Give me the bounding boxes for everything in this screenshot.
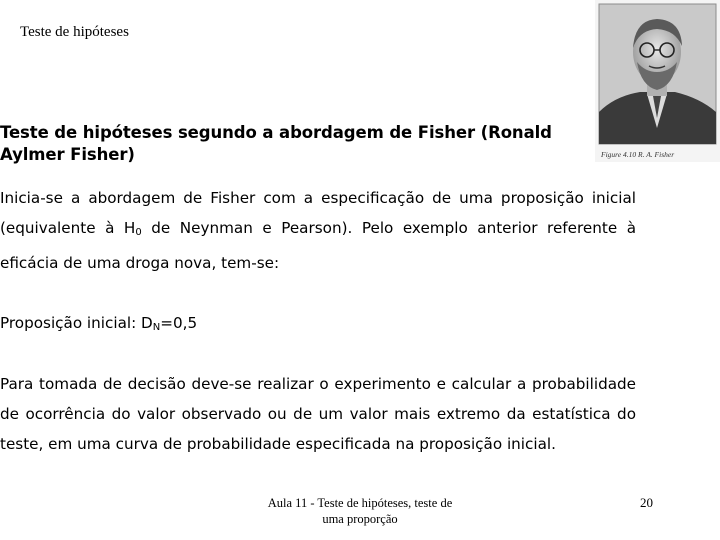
initial-proposition (0, 308, 636, 343)
slide-header: Teste de hipóteses (20, 24, 129, 40)
decision-paragraph: Para tomada de decisão deve-se realizar o experimento e calcular a probabilidade de ocorrência do valor observado ou de um valor mais extremo da estatística do teste, em uma curva de probabilidade especificada na proposição inicial. (0, 375, 636, 453)
footer-course-title (240, 495, 480, 527)
intro-paragraph (0, 183, 636, 278)
footer-line-2: uma proporção (322, 512, 398, 526)
proposition-label: Proposição inicial: D (0, 314, 153, 332)
portrait-caption: Figure 4.10 R. A. Fisher (601, 150, 675, 159)
proposition-subscript: N (152, 322, 161, 333)
slide-title: Teste de hipóteses segundo a abordagem de Fisher (Ronald Aylmer Fisher) (0, 123, 552, 164)
intro-text-start: Inicia-se a abordagem de Fisher com a especificação de uma proposição inicial (equivalente à H (0, 189, 636, 237)
page-number: 20 (640, 495, 653, 510)
footer-line-1: Aula 11 - Teste de hipóteses, teste de (267, 496, 453, 510)
fisher-portrait (595, 0, 720, 162)
h0-subscript: 0 (135, 227, 142, 238)
intro-text-end: de Neynman e Pearson). Pelo exemplo anterior referente à eficácia de uma droga nova, tem-se: (0, 219, 637, 272)
proposition-value: =0,5 (160, 314, 198, 332)
